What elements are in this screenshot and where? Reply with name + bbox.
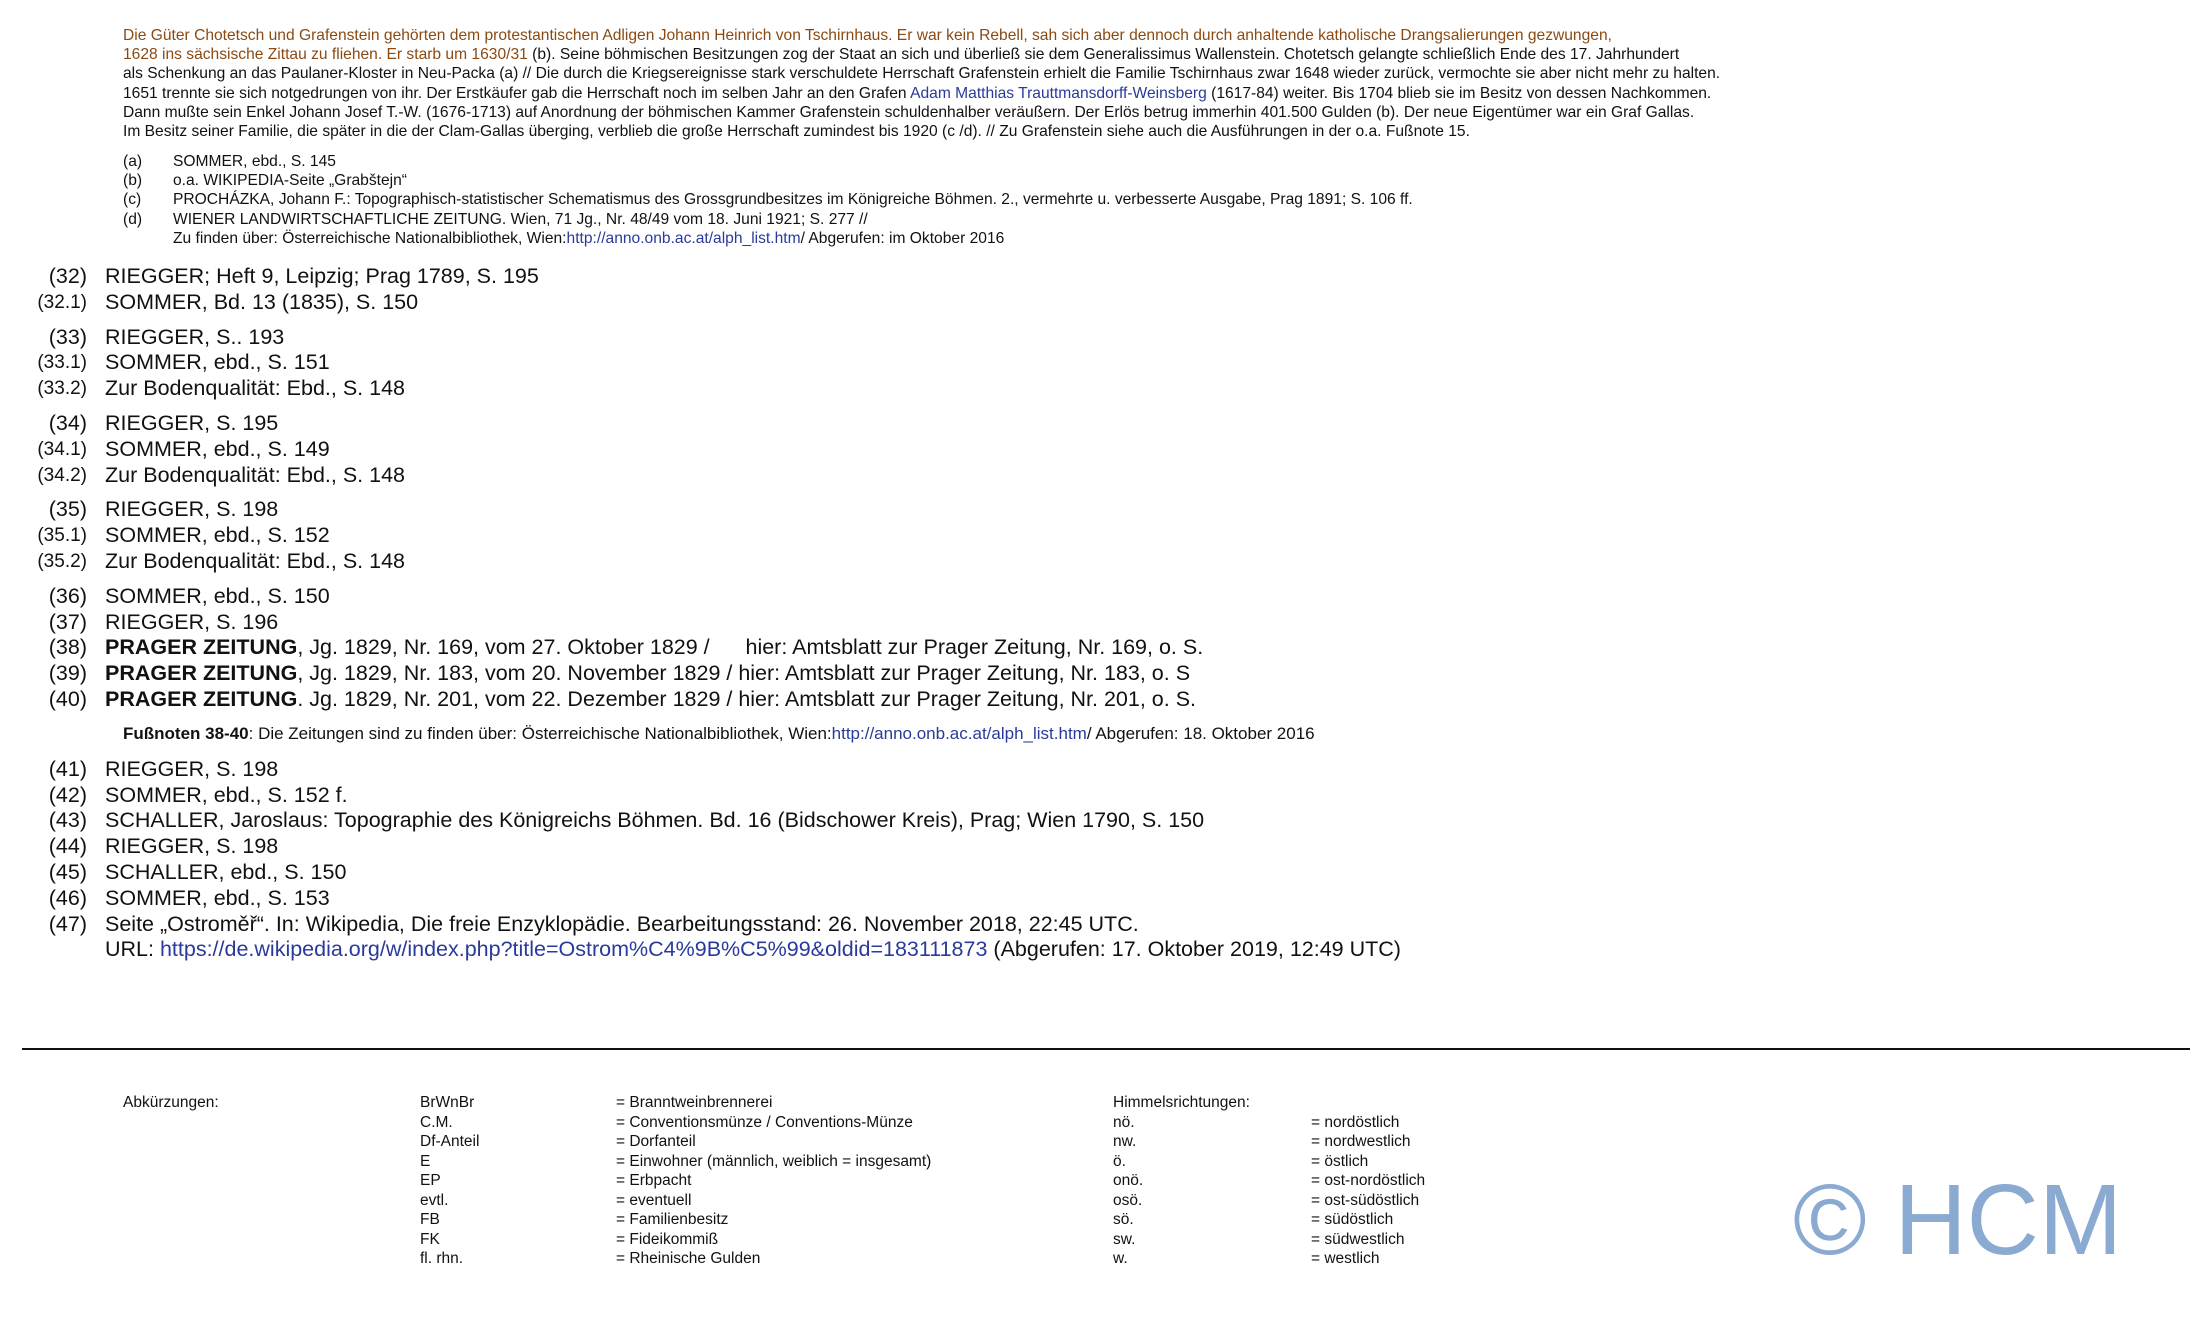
reference-row: [0, 783, 2205, 809]
reference-text: RIEGGER, S. 195: [105, 410, 279, 435]
direction-code: ö.: [1113, 1152, 1126, 1170]
reference-row: [0, 834, 2205, 860]
note-suffix: / Abgerufen: 18. Oktober 2016: [1086, 723, 1315, 743]
horizontal-divider: [22, 1048, 2190, 1050]
direction-code: nö.: [1113, 1113, 1135, 1131]
newspaper-title: PRAGER ZEITUNG: [105, 686, 298, 711]
reference-text: RIEGGER, S. 198: [105, 497, 279, 522]
direction-meaning: = nordöstlich: [1311, 1113, 1400, 1131]
small-footnote: [123, 210, 1413, 229]
reference-number: (47): [48, 911, 87, 936]
footnote-38-40-note: [0, 719, 2205, 749]
reference-text: SOMMER, ebd., S. 150: [105, 583, 330, 608]
reference-number: (43): [48, 808, 87, 833]
note-heading: Fußnoten 38-40: [123, 723, 249, 743]
reference-row: [0, 687, 2205, 713]
direction-meaning: = westlich: [1311, 1250, 1380, 1267]
reference-text: , Jg. 1829, Nr. 183, vom 20. November 1829 / hier: Amtsblatt zur Prager Zeitung, Nr. 183, o. S: [297, 661, 1191, 686]
direction-code: w.: [1113, 1250, 1128, 1267]
reference-row: [0, 661, 2205, 687]
reference-row: [0, 610, 2205, 636]
abbreviations-heading: Abkürzungen:: [123, 1094, 219, 1111]
footnote-tail-prefix: Zu finden über: Österreichische Nationalbibliothek, Wien:: [173, 229, 567, 247]
reference-number: (34.1): [37, 438, 87, 460]
reference-text: SOMMER, ebd., S. 153: [105, 885, 330, 910]
reference-text: RIEGGER, S. 198: [105, 756, 279, 781]
reference-text: SOMMER, ebd., S. 149: [105, 436, 330, 461]
reference-text: Zur Bodenqualität: Ebd., S. 148: [105, 462, 406, 487]
reference-number: (45): [48, 859, 87, 884]
footnote-text: SOMMER, ebd., S. 145: [173, 153, 336, 170]
reference-text: . Jg. 1829, Nr. 201, vom 22. Dezember 1829 / hier: Amtsblatt zur Prager Zeitung, Nr. 201, o. S.: [297, 686, 1197, 711]
direction-meaning: = ost-südöstlich: [1311, 1191, 1420, 1209]
intro-line-2-rest: (b). Seine böhmischen Besitzungen zog der Staat an sich und überließ sie dem Generalissimus Wallenstein. Chotetsch gelangte schließlich Ende des 17. Jahrhundert: [527, 46, 1680, 64]
reference-row: [0, 325, 2205, 351]
reference-number: (42): [48, 782, 87, 807]
footnote-text: o.a. WIKIPEDIA-Seite „Grabštejn“: [173, 172, 407, 190]
reference-row: [0, 860, 2205, 886]
intro-line-3: als Schenkung an das Paulaner-Kloster in Neu-Packa (a) // Die durch die Kriegsereignisse stark verschuldete Herrschaft Grafenstein erhielt die Familie Tschirnhaus zwar 1648 wieder zurück, vermochte sie aber nicht mehr zu halten.: [123, 65, 1721, 83]
reference-row: [0, 463, 2205, 489]
footnote-mark: (a): [123, 153, 143, 170]
reference-text: SCHALLER, ebd., S. 150: [105, 859, 347, 884]
direction-meaning: = südöstlich: [1311, 1211, 1394, 1228]
reference-row: [0, 635, 2205, 661]
reference-number: (33.2): [37, 378, 87, 400]
reference-number: (41): [48, 756, 87, 781]
reference-text: SOMMER, Bd. 13 (1835), S. 150: [105, 289, 419, 314]
footnote-mark: (c): [123, 191, 142, 209]
direction-meaning: = östlich: [1311, 1152, 1369, 1170]
intro-line-4-end: (1617-84) weiter. Bis 1704 blieb sie im Besitz von dessen Nachkommen.: [1206, 84, 1712, 102]
references-list: [0, 264, 2205, 963]
reference-number: (38): [48, 635, 87, 660]
trauttmansdorff-link[interactable]: Adam Matthias Trauttmansdorff-Weinsberg: [910, 84, 1207, 102]
abbreviations-codes: [420, 1093, 479, 1269]
anno-link[interactable]: http://anno.onb.ac.at/alph_list.htm: [566, 229, 801, 247]
reference-row: [0, 350, 2205, 376]
reference-number: (37): [48, 609, 87, 634]
small-footnotes: [123, 152, 1413, 248]
reference-text: RIEGGER, S.. 193: [105, 324, 285, 349]
directions-heading: Himmelsrichtungen:: [1113, 1094, 1250, 1111]
intro-line-1: Die Güter Chotetsch und Grafenstein gehörten dem protestantischen Adligen Johann Heinrich von Tschirnhaus. Er war kein Rebell, sah sich aber dennoch durch anhaltende katholische Drangsalierungen gezwungen,: [123, 27, 1612, 44]
reference-text: Zur Bodenqualität: Ebd., S. 148: [105, 548, 406, 573]
reference-row: [0, 376, 2205, 402]
reference-number: (35): [48, 497, 87, 522]
abbr-meaning: = Erbpacht: [616, 1172, 692, 1189]
abbr-code: evtl.: [420, 1191, 449, 1209]
abbr-meaning: = Fideikommiß: [616, 1230, 719, 1248]
reference-number: (32): [48, 264, 87, 288]
small-footnote: [123, 152, 1413, 171]
reference-number: (39): [48, 661, 87, 686]
abbr-code: E: [420, 1152, 431, 1170]
reference-row: [0, 523, 2205, 549]
intro-paragraph: [123, 26, 1903, 141]
small-footnote-tail: [123, 229, 1413, 248]
reference-row: [0, 808, 2205, 834]
url-prefix: URL:: [105, 937, 160, 962]
reference-row: [0, 411, 2205, 437]
reference-row: [0, 497, 2205, 523]
abbr-meaning: = eventuell: [616, 1191, 692, 1209]
reference-row: [0, 264, 2205, 290]
reference-number: (40): [48, 686, 87, 711]
abbr-code: Df-Anteil: [420, 1133, 480, 1150]
direction-code: osö.: [1113, 1191, 1143, 1209]
newspaper-title: PRAGER ZEITUNG: [105, 635, 298, 660]
direction-code: sö.: [1113, 1211, 1134, 1228]
note-text: : Die Zeitungen sind zu finden über: Österreichische Nationalbibliothek, Wien:: [248, 723, 832, 743]
reference-url-row: [0, 937, 2205, 963]
reference-text: Zur Bodenqualität: Ebd., S. 148: [105, 376, 406, 401]
intro-line-4-start: 1651 trennte sie sich notgedrungen von ihr. Der Erstkäufer gab die Herrschaft noch im selben Jahr an den Grafen: [123, 84, 911, 102]
wikipedia-link[interactable]: https://de.wikipedia.org/w/index.php?title=Ostrom%C4%9B%C5%99&oldid=183111873: [159, 937, 988, 962]
direction-meaning: = südwestlich: [1311, 1230, 1405, 1248]
directions-codes: [1113, 1093, 1250, 1269]
reference-number: (33): [48, 324, 87, 349]
reference-text: RIEGGER, S. 198: [105, 834, 279, 859]
abbr-meaning: = Dorfanteil: [616, 1133, 696, 1150]
footnote-text: WIENER LANDWIRTSCHAFTLICHE ZEITUNG. Wien, 71 Jg., Nr. 48/49 vom 18. Juni 1921; S. 277 //: [173, 210, 868, 228]
reference-row: [0, 549, 2205, 575]
reference-row: [0, 290, 2205, 316]
reference-text: SOMMER, ebd., S. 151: [105, 350, 330, 375]
direction-code: sw.: [1113, 1230, 1136, 1248]
reference-text: SOMMER, ebd., S. 152: [105, 523, 330, 548]
abbr-code: fl. rhn.: [420, 1250, 464, 1267]
abbr-code: C.M.: [420, 1113, 453, 1131]
intro-line-4: [123, 84, 1903, 103]
direction-code: nw.: [1113, 1133, 1137, 1150]
reference-number: (35.2): [37, 550, 87, 572]
reference-text: RIEGGER; Heft 9, Leipzig; Prag 1789, S. 195: [105, 264, 539, 288]
abbr-code: FB: [420, 1211, 440, 1228]
reference-number: (32.1): [37, 291, 87, 313]
direction-meaning: = ost-nordöstlich: [1311, 1172, 1426, 1189]
reference-text: SCHALLER, Jaroslaus: Topographie des Königreichs Böhmen. Bd. 16 (Bidschower Kreis), Prag; Wien 1790, S. 150: [105, 808, 1205, 833]
directions-meanings: [1311, 1113, 1425, 1269]
reference-number: (36): [48, 583, 87, 608]
reference-number: (34.2): [37, 464, 87, 486]
intro-line-5: Dann mußte sein Enkel Johann Josef T.-W. (1676-1713) auf Anordnung der böhmischen Kammer Grafenstein schuldenhalber veräußern. Der Erlös betrug immerhin 401.500 Gulden (b). Der neue Eigentümer war ein Graf Gallas.: [123, 103, 1695, 121]
abbr-meaning: = Einwohner (männlich, weiblich = insgesamt): [616, 1152, 932, 1170]
reference-row: [0, 886, 2205, 912]
abbr-code: EP: [420, 1172, 441, 1189]
reference-number: (35.1): [37, 525, 87, 547]
direction-meaning: = nordwestlich: [1311, 1133, 1411, 1150]
footnote-mark: (b): [123, 172, 143, 190]
reference-text: SOMMER, ebd., S. 152 f.: [105, 782, 348, 807]
reference-row: [0, 757, 2205, 783]
abbr-meaning: = Conventionsmünze / Conventions-Münze: [616, 1113, 913, 1131]
intro-line-2: [123, 45, 1903, 64]
small-footnote: [123, 171, 1413, 190]
small-footnote: [123, 190, 1413, 209]
footnote-text: PROCHÁZKA, Johann F.: Topographisch-statistischer Schematismus des Grossgrundbesitzes im Königreiche Böhmen. 2., vermehrte u. verbesserte Ausgabe, Prag 1891; S. 106 ff.: [173, 191, 1413, 209]
reference-text: RIEGGER, S. 196: [105, 609, 279, 634]
reference-row: [0, 584, 2205, 610]
reference-row: [0, 437, 2205, 463]
abbr-code: FK: [420, 1230, 440, 1248]
reference-number: (34): [48, 410, 87, 435]
newspaper-title: PRAGER ZEITUNG: [105, 661, 298, 686]
abbreviations-meanings: [616, 1093, 931, 1269]
reference-text: , Jg. 1829, Nr. 169, vom 27. Oktober 1829 / hier: Amtsblatt zur Prager Zeitung, Nr. 169, o. S.: [297, 635, 1204, 660]
intro-line-6: Im Besitz seiner Familie, die später in die der Clam-Gallas überging, verblieb die große Herrschaft zumindest bis 1920 (c /d). // Zu Grafenstein siehe auch die Ausführungen in der o.a. Fußnote 15.: [123, 123, 1470, 141]
hcm-watermark: © HCM: [1793, 1164, 2123, 1276]
reference-row: [0, 912, 2205, 938]
footnote-tail-suffix: / Abgerufen: im Oktober 2016: [800, 229, 1005, 247]
abbr-meaning: = Familienbesitz: [616, 1211, 729, 1228]
reference-number: (33.1): [37, 352, 87, 374]
url-suffix: (Abgerufen: 17. Oktober 2019, 12:49 UTC): [987, 937, 1401, 962]
abbr-meaning: = Rheinische Gulden: [616, 1250, 761, 1267]
anno-link[interactable]: http://anno.onb.ac.at/alph_list.htm: [831, 723, 1087, 743]
intro-line-2-highlight: 1628 ins sächsische Zittau zu fliehen. Er starb um 1630/31: [123, 46, 528, 64]
abbr-meaning: = Branntweinbrennerei: [616, 1094, 773, 1111]
abbr-code: BrWnBr: [420, 1094, 475, 1111]
reference-number: (46): [48, 885, 87, 910]
reference-text: Seite „Ostroměř“. In: Wikipedia, Die freie Enzyklopädie. Bearbeitungsstand: 26. November 2018, 22:45 UTC.: [105, 911, 1139, 936]
footnote-mark: (d): [123, 210, 143, 228]
direction-code: onö.: [1113, 1172, 1144, 1189]
reference-number: (44): [48, 834, 87, 859]
